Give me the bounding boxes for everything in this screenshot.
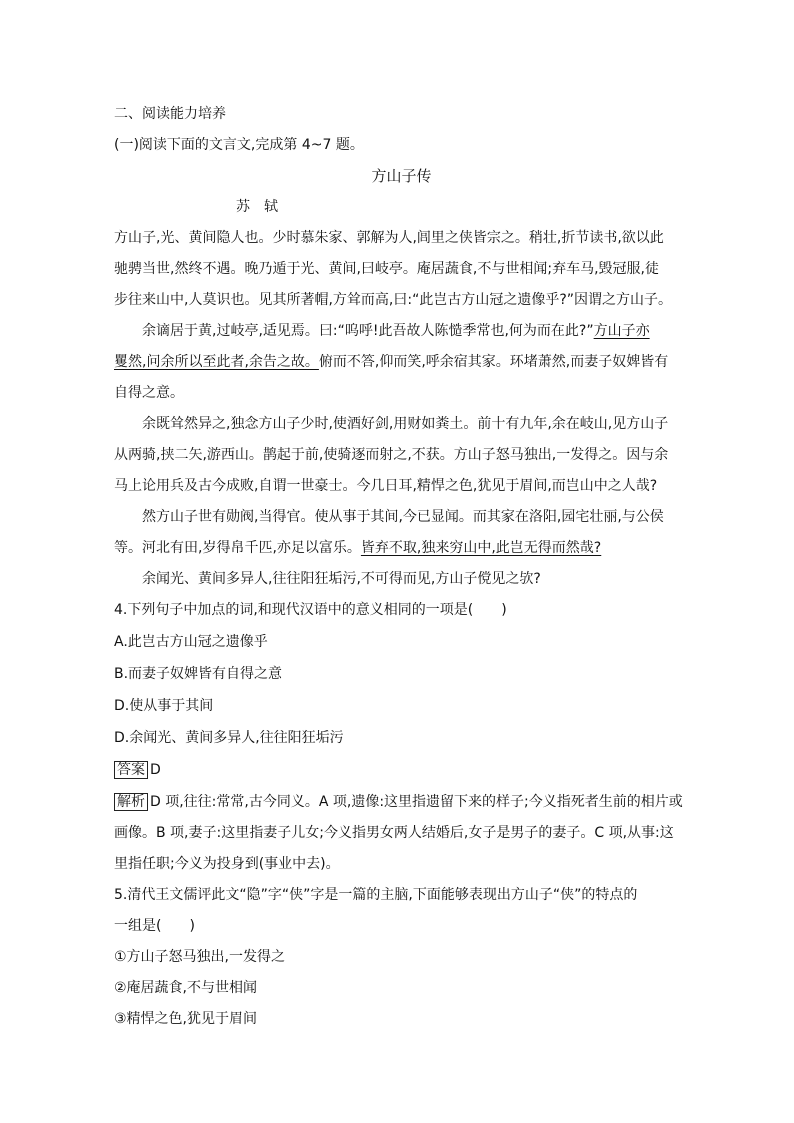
section-title: 二、阅读能力培养 bbox=[114, 106, 226, 122]
question-5-item: ③精悍之色,犹见于眉间 bbox=[114, 1011, 258, 1027]
underlined-sentence: 矍然,问余所以至此者,余告之故。 bbox=[114, 354, 319, 370]
underlined-sentence: 皆弃不取,独来穷山中,此岂无得而然哉? bbox=[360, 540, 602, 556]
question-5-item: ①方山子怒马独出,一发得之 bbox=[114, 949, 286, 965]
passage-line: 自得之意。 bbox=[114, 385, 184, 401]
passage-line: 驰骋当世,然终不遇。晚乃遁于光、黄间,曰岐亭。庵居蔬食,不与世相闻;弃车马,毁冠服,徒 bbox=[114, 261, 659, 277]
question-5-stem: 一组是( ) bbox=[114, 918, 195, 934]
passage-line: 余闻光、黄间多异人,往往阳狂垢污,不可得而见,方山子傥见之欤? bbox=[142, 571, 541, 587]
passage-text: 余谪居于黄,过岐亭,适见焉。曰:“呜呼!此吾故人陈慥季常也,何为而在此?” bbox=[142, 323, 594, 339]
analysis-line: 画像。B 项,妻子:这里指妻子儿女;今义指男女两人结婚后,女子是男子的妻子。C 项,从事:这 bbox=[114, 825, 674, 841]
question-4-option-b: B.而妻子奴婢皆有自得之意 bbox=[114, 666, 283, 682]
passage-line bbox=[142, 321, 689, 341]
passage-line bbox=[114, 352, 689, 372]
answer-value: D bbox=[150, 762, 161, 778]
underlined-sentence: 方山子亦 bbox=[593, 323, 650, 339]
passage-author: 苏 轼 bbox=[236, 199, 278, 215]
instruction: (一)阅读下面的文言文,完成第 4~7 题。 bbox=[114, 137, 364, 153]
question-4-option-d: D.余闻光、黄间多异人,往往阳狂垢污 bbox=[114, 730, 344, 746]
passage-text: 等。河北有田,岁得帛千匹,亦足以富乐。 bbox=[114, 540, 361, 556]
passage-line: 余既耸然异之,独念方山子少时,使酒好剑,用财如粪土。前十有九年,余在岐山,见方山子 bbox=[142, 416, 669, 432]
question-5-stem: 5.清代王文儒评此文“隐”字“侠”字是一篇的主脑,下面能够表现出方山子“侠”的特点的 bbox=[114, 887, 638, 903]
passage-text: 俯而不答,仰而笑,呼余宿其家。环堵萧然,而妻子奴婢皆有 bbox=[318, 354, 669, 370]
passage-line bbox=[114, 538, 689, 558]
question-4-option-a: A.此岂古方山冠之遗像乎 bbox=[114, 634, 268, 650]
question-4-option-c: D.使从事于其间 bbox=[114, 698, 214, 714]
passage-line: 步往来山中,人莫识也。见其所著帽,方耸而高,曰:“此岂古方山冠之遗像乎?”因谓之方山子。 bbox=[114, 292, 673, 308]
question-4-answer bbox=[114, 760, 689, 780]
passage-line: 然方山子世有勋阀,当得官。使从事于其间,今已显闻。而其家在洛阳,园宅壮丽,与公侯 bbox=[142, 509, 664, 525]
passage-title: 方山子传 bbox=[371, 167, 432, 185]
passage-line: 方山子,光、黄间隐人也。少时慕朱家、郭解为人,闾里之侠皆宗之。稍壮,折节读书,欲以此 bbox=[114, 230, 664, 246]
analysis-text: D 项,往往:常常,古今同义。A 项,遗像:这里指遗留下来的样子;今义指死者生前的相片或 bbox=[150, 794, 683, 810]
analysis-label: 解析 bbox=[114, 793, 148, 811]
question-4-stem: 4.下列句子中加点的词,和现代汉语中的意义相同的一项是( ) bbox=[114, 602, 507, 618]
answer-label: 答案 bbox=[114, 761, 148, 779]
question-4-analysis bbox=[114, 792, 689, 812]
analysis-line: 里指任职;今义为投身到(事业中去)。 bbox=[114, 856, 340, 872]
passage-line: 马上论用兵及古今成败,自谓一世豪士。今几日耳,精悍之色,犹见于眉间,而岂山中之人哉? bbox=[114, 478, 658, 494]
passage-line: 从两骑,挟二矢,游西山。鹊起于前,使骑逐而射之,不获。方山子怒马独出,一发得之。因与余 bbox=[114, 447, 669, 463]
question-5-item: ②庵居蔬食,不与世相闻 bbox=[114, 980, 258, 996]
